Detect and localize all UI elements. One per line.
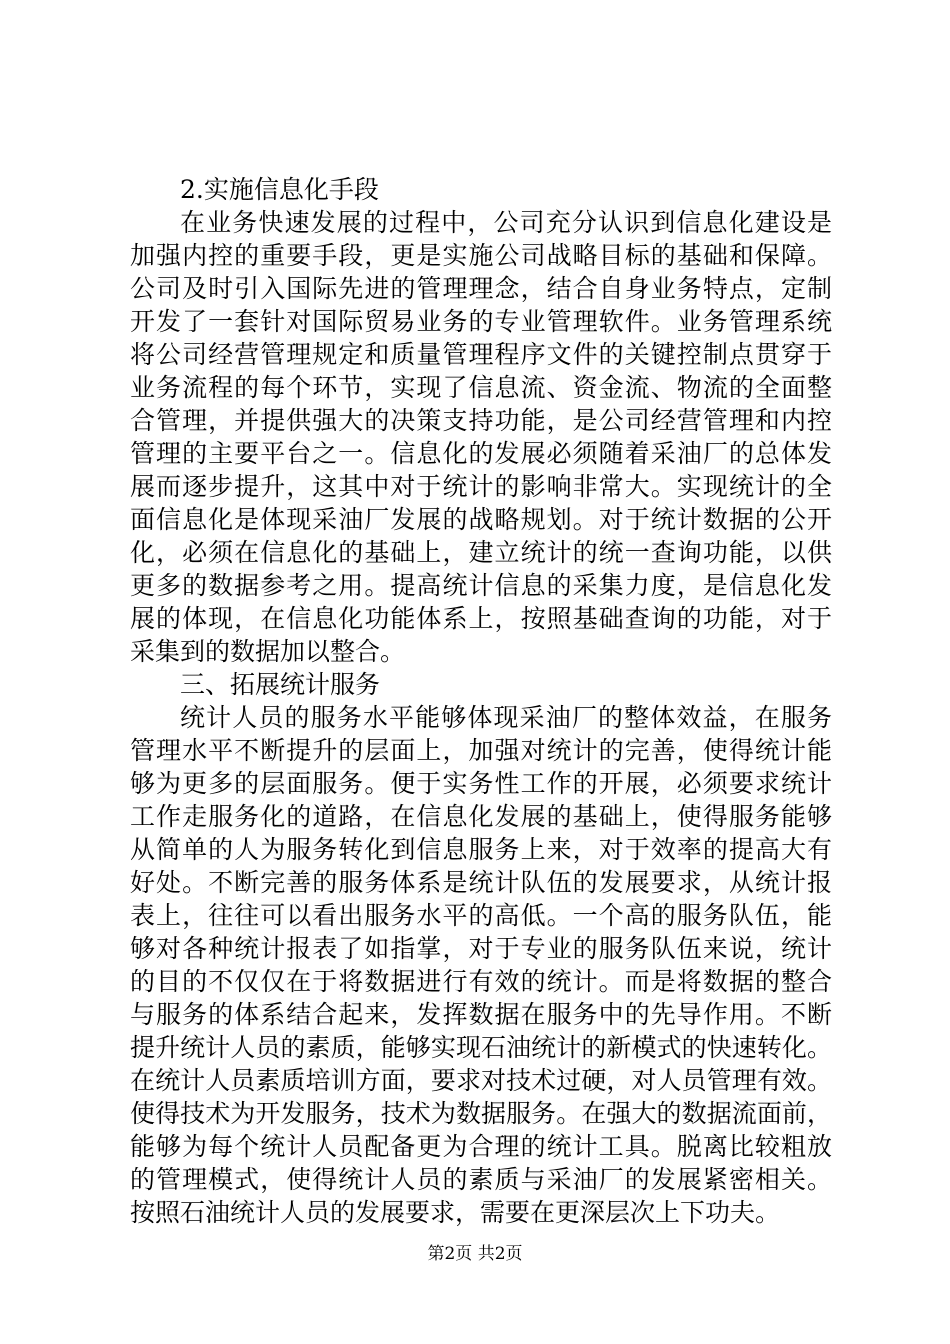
text-line: 工作走服务化的道路，在信息化发展的基础上，使得服务能够 (130, 802, 832, 831)
text-line: 将公司经营管理规定和质量管理程序文件的关键控制点贯穿于 (130, 340, 832, 369)
text-line: 从简单的人为服务转化到信息服务上来，对于效率的提高大有 (130, 835, 832, 864)
text-line: 合管理，并提供强大的决策支持功能，是公司经营管理和内控 (130, 406, 832, 435)
text-line: 开发了一套针对国际贸易业务的专业管理软件。业务管理系统 (130, 307, 832, 336)
text-line: 在业务快速发展的过程中，公司充分认识到信息化建设是 (180, 208, 832, 237)
text-line: 的管理模式，使得统计人员的素质与采油厂的发展紧密相关。 (130, 1165, 832, 1194)
document-body (130, 173, 832, 1229)
text-line: 够为更多的层面服务。便于实务性工作的开展，必须要求统计 (130, 769, 832, 798)
text-line: 业务流程的每个环节，实现了信息流、资金流、物流的全面整 (130, 373, 832, 402)
text-line: 化，必须在信息化的基础上，建立统计的统一查询功能，以供 (130, 538, 832, 567)
text-line: 统计人员的服务水平能够体现采油厂的整体效益，在服务 (180, 703, 832, 732)
text-line: 采集到的数据加以整合。 (130, 637, 406, 666)
text-line: 按照石油统计人员的发展要求，需要在更深层次上下功夫。 (130, 1198, 781, 1227)
section-heading: 三、拓展统计服务 (180, 670, 381, 699)
text-line: 使得技术为开发服务，技术为数据服务。在强大的数据流面前， (130, 1099, 832, 1128)
text-line: 能够为每个统计人员配备更为合理的统计工具。脱离比较粗放 (130, 1132, 832, 1161)
section-heading: 2.实施信息化手段 (180, 175, 379, 204)
text-line: 提升统计人员的素质，能够实现石油统计的新模式的快速转化。 (130, 1033, 832, 1062)
text-line: 加强内控的重要手段，更是实施公司战略目标的基础和保障。 (130, 241, 832, 270)
text-line: 表上，往往可以看出服务水平的高低。一个高的服务队伍，能 (130, 901, 832, 930)
text-line: 展而逐步提升，这其中对于统计的影响非常大。实现统计的全 (130, 472, 832, 501)
text-line: 好处。不断完善的服务体系是统计队伍的发展要求，从统计报 (130, 868, 832, 897)
text-line: 公司及时引入国际先进的管理理念，结合自身业务特点，定制 (130, 274, 832, 303)
text-line: 的目的不仅仅在于将数据进行有效的统计。而是将数据的整合 (130, 967, 832, 996)
text-line: 展的体现，在信息化功能体系上，按照基础查询的功能，对于 (130, 604, 832, 633)
page-footer: 第2页 共2页 (427, 1244, 523, 1264)
text-line: 面信息化是体现采油厂发展的战略规划。对于统计数据的公开 (130, 505, 832, 534)
text-line: 够对各种统计报表了如指掌，对于专业的服务队伍来说，统计 (130, 934, 832, 963)
text-line: 管理水平不断提升的层面上，加强对统计的完善，使得统计能 (130, 736, 832, 765)
text-line: 管理的主要平台之一。信息化的发展必须随着采油厂的总体发 (130, 439, 832, 468)
text-line: 与服务的体系结合起来，发挥数据在服务中的先导作用。不断 (130, 1000, 832, 1029)
text-line: 在统计人员素质培训方面，要求对技术过硬，对人员管理有效。 (130, 1066, 832, 1095)
text-line: 更多的数据参考之用。提高统计信息的采集力度，是信息化发 (130, 571, 832, 600)
